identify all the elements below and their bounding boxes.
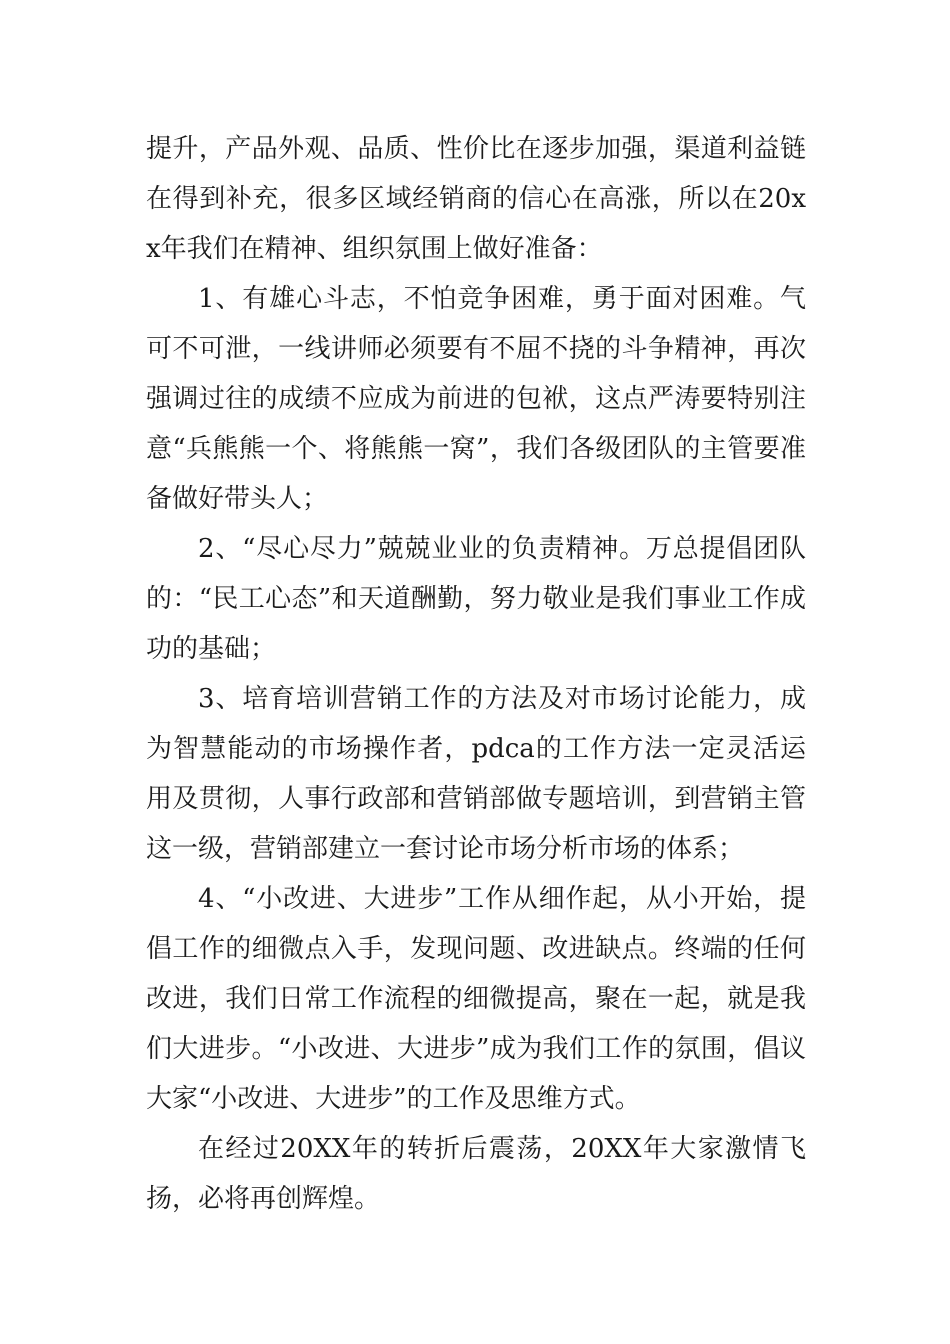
document-body: [146, 124, 806, 1224]
paragraph-point-1: 1、有雄心斗志，不怕竞争困难，勇于面对困难。气可不可泄，一线讲师必须要有不屈不挠的斗争精神，再次强调过往的成绩不应成为前进的包袱，这点严涛要特别注意“兵熊熊一个、将熊熊一窝”，我们各级团队的主管要准备做好带头人；: [146, 284, 806, 514]
paragraph-point-4: 4、“小改进、大进步”工作从细作起，从小开始，提倡工作的细微点入手，发现问题、改进缺点。终端的任何改进，我们日常工作流程的细微提高，聚在一起，就是我们大进步。“小改进、大进步”成为我们工作的氛围，倡议大家“小改进、大进步”的工作及思维方式。: [146, 884, 806, 1114]
paragraph-intro-continuation: 提升，产品外观、品质、性价比在逐步加强，渠道利益链在得到补充，很多区域经销商的信心在高涨，所以在20xx年我们在精神、组织氛围上做好准备：: [146, 134, 806, 264]
paragraph-conclusion: 在经过20XX年的转折后震荡，20XX年大家激情飞扬，必将再创辉煌。: [146, 1134, 806, 1214]
paragraph-point-3: 3、培育培训营销工作的方法及对市场讨论能力，成为智慧能动的市场操作者，pdca的工作方法一定灵活运用及贯彻，人事行政部和营销部做专题培训，到营销主管这一级，营销部建立一套讨论市场分析市场的体系；: [146, 684, 806, 864]
paragraph-point-2: 2、“尽心尽力”兢兢业业的负责精神。万总提倡团队的：“民工心态”和天道酬勤，努力敬业是我们事业工作成功的基础；: [146, 534, 806, 664]
